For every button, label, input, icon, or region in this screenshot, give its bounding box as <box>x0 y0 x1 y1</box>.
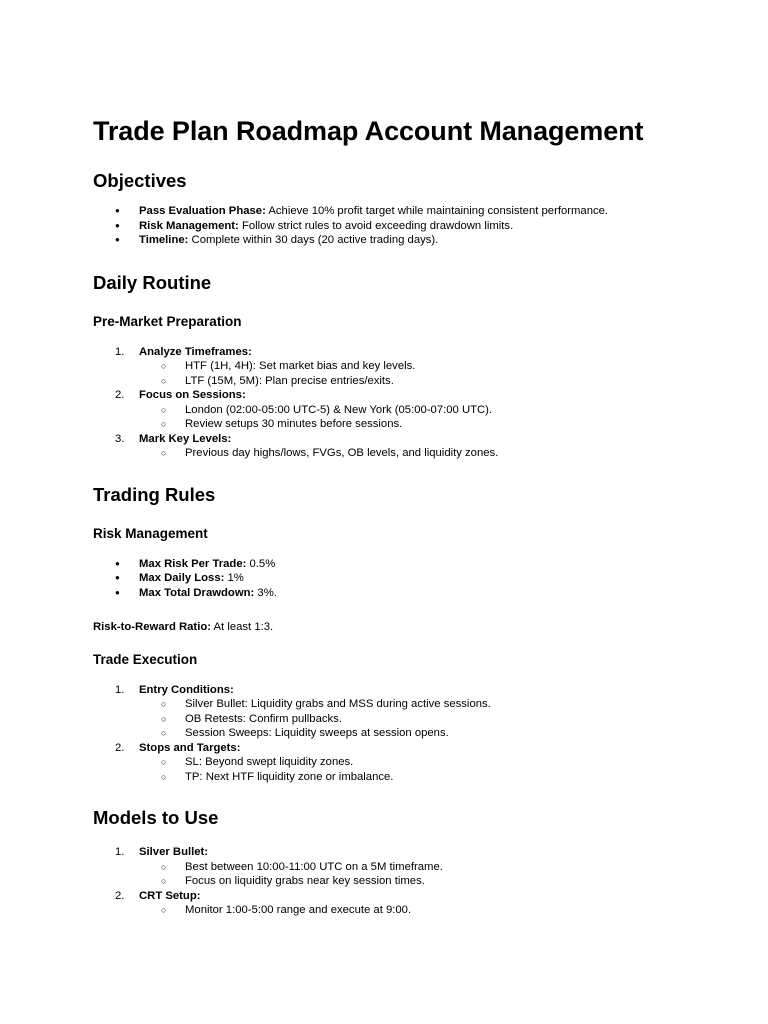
sub-item: ○ Best between 10:00-11:00 UTC on a 5M timeframe. <box>139 860 708 875</box>
item-label: Max Total Drawdown: <box>139 586 255 599</box>
item-label: Pass Evaluation Phase: <box>139 205 266 217</box>
item-text: 1% <box>224 572 244 584</box>
page-title: Trade Plan Roadmap Account Management <box>93 116 644 146</box>
pre-market-list <box>93 345 708 461</box>
item-label: Stops and Targets: <box>139 741 241 754</box>
item-label: Mark Key Levels: <box>139 432 232 445</box>
models-heading: Models to Use <box>93 807 219 828</box>
list-item <box>93 432 708 461</box>
trading-rules-section <box>93 484 708 785</box>
list-item <box>93 204 708 219</box>
item-label: Silver Bullet: <box>139 846 209 858</box>
item-number: 3. <box>115 432 125 445</box>
item-label: Timeline: <box>139 234 189 246</box>
item-number: 2. <box>115 889 125 902</box>
sub-item: ○ TP: Next HTF liquidity zone or imbalance. <box>139 770 708 785</box>
item-number: 1. <box>115 846 125 858</box>
list-item <box>93 219 708 234</box>
item-label: Analyze Timeframes: <box>139 345 252 358</box>
item-label: Max Risk Per Trade: <box>139 557 247 570</box>
sub-item: ○ Focus on liquidity grabs near key session times. <box>139 874 708 889</box>
item-label: Max Daily Loss: <box>139 572 225 584</box>
objectives-section <box>93 170 708 248</box>
item-text: 3%. <box>254 586 277 599</box>
sub-list <box>139 903 708 918</box>
item-text: Achieve 10% profit target while maintaining consistent performance. <box>265 205 609 217</box>
risk-management-list <box>93 557 708 601</box>
item-number: 1. <box>115 345 125 358</box>
rr-text: At least 1:3. <box>211 621 274 633</box>
daily-routine-section <box>93 272 708 461</box>
sub-item: ○ OB Retests: Confirm pullbacks. <box>139 712 708 727</box>
sub-item: ○ Session Sweeps: Liquidity sweeps at session opens. <box>139 726 708 741</box>
list-item <box>93 571 708 586</box>
sub-item: ○ HTF (1H, 4H): Set market bias and key levels. <box>139 359 708 374</box>
list-item <box>93 345 708 389</box>
item-label: CRT Setup: <box>139 889 201 902</box>
objectives-heading: Objectives <box>93 170 187 191</box>
list-item <box>93 845 708 889</box>
sub-item: ○ LTF (15M, 5M): Plan precise entries/exits. <box>139 374 708 389</box>
item-text: Complete within 30 days (20 active trading days). <box>188 234 439 246</box>
sub-item: ○ Silver Bullet: Liquidity grabs and MSS during active sessions. <box>139 697 708 712</box>
risk-management-heading: Risk Management <box>93 525 208 541</box>
list-item <box>93 233 708 248</box>
sub-item: ○ SL: Beyond swept liquidity zones. <box>139 755 708 770</box>
sub-list <box>139 403 708 432</box>
models-list <box>93 845 708 918</box>
rr-label: Risk-to-Reward Ratio: <box>93 621 211 633</box>
item-number: 2. <box>115 741 125 754</box>
sub-list <box>139 860 708 889</box>
item-text: 0.5% <box>246 557 276 570</box>
sub-item: ○ Review setups 30 minutes before sessions. <box>139 417 708 432</box>
list-item <box>93 683 708 741</box>
rr-ratio-line <box>93 620 708 635</box>
item-text: Follow strict rules to avoid exceeding drawdown limits. <box>238 219 514 232</box>
sub-item: ○ Monitor 1:00-5:00 range and execute at 9:00. <box>139 903 708 918</box>
item-number: 2. <box>115 389 125 401</box>
objectives-list <box>93 204 708 248</box>
list-item <box>93 741 708 785</box>
sub-list <box>139 697 708 741</box>
list-item <box>93 388 708 432</box>
models-section <box>93 807 708 918</box>
sub-item: ○ London (02:00-05:00 UTC-5) & New York (05:00-07:00 UTC). <box>139 403 708 418</box>
trading-rules-heading: Trading Rules <box>93 483 216 505</box>
trade-execution-list <box>93 683 708 785</box>
item-number: 1. <box>115 683 125 696</box>
sub-list <box>139 359 708 388</box>
daily-routine-heading: Daily Routine <box>93 271 212 293</box>
list-item <box>93 889 708 918</box>
pre-market-heading: Pre-Market Preparation <box>93 313 242 329</box>
trade-execution-heading: Trade Execution <box>93 651 198 667</box>
sub-item: ○ Previous day highs/lows, FVGs, OB levels, and liquidity zones. <box>139 446 708 461</box>
list-item <box>93 586 708 601</box>
item-label: Entry Conditions: <box>139 683 234 696</box>
item-label: Focus on Sessions: <box>139 389 246 401</box>
item-label: Risk Management: <box>139 219 239 232</box>
list-item <box>93 557 708 572</box>
sub-list <box>139 446 708 461</box>
sub-list <box>139 755 708 784</box>
